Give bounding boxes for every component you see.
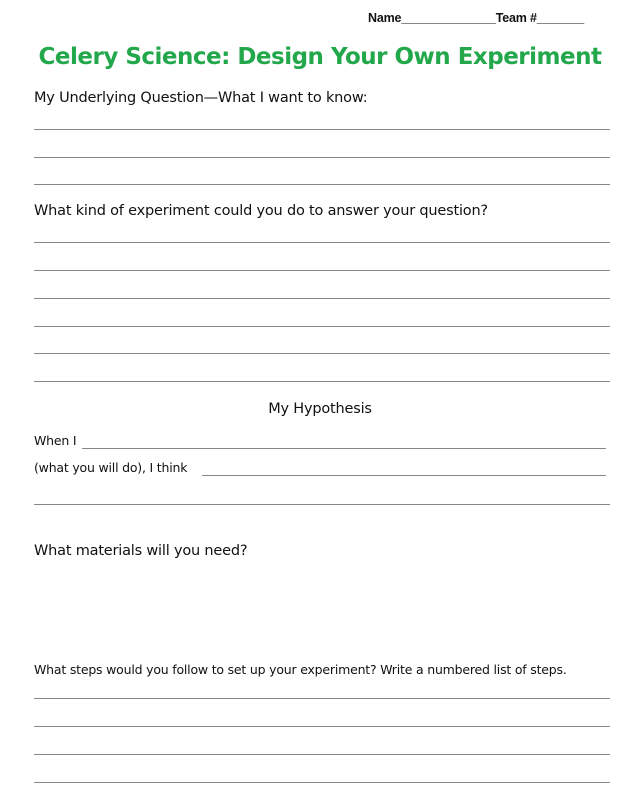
answer-line[interactable] [34,129,610,130]
answer-line[interactable] [34,353,610,354]
answer-line[interactable] [34,698,610,699]
page-title: Celery Science: Design Your Own Experiment [38,44,602,70]
name-team-line: Name______________Team #_______ [368,11,584,25]
materials-question-label: What materials will you need? [34,543,248,559]
when-answer-line[interactable] [82,448,606,449]
answer-line[interactable] [34,270,610,271]
answer-line[interactable] [34,242,610,243]
hypothesis-heading: My Hypothesis [268,401,372,417]
experiment-question-label: What kind of experiment could you do to answer your question? [34,203,488,219]
when-label: When I [34,433,77,448]
answer-line[interactable] [34,184,610,185]
answer-line[interactable] [34,754,610,755]
answer-line[interactable] [34,157,610,158]
think-label: (what you will do), I think [34,460,188,475]
answer-line[interactable] [34,298,610,299]
answer-line[interactable] [34,381,610,382]
answer-line[interactable] [34,782,610,783]
think-answer-line[interactable] [202,475,606,476]
answer-line[interactable] [34,326,610,327]
underlying-question-label: My Underlying Question—What I want to know: [34,90,368,106]
answer-line[interactable] [34,504,610,505]
answer-line[interactable] [34,726,610,727]
steps-question-label: What steps would you follow to set up your experiment? Write a numbered list of steps. [34,662,567,677]
